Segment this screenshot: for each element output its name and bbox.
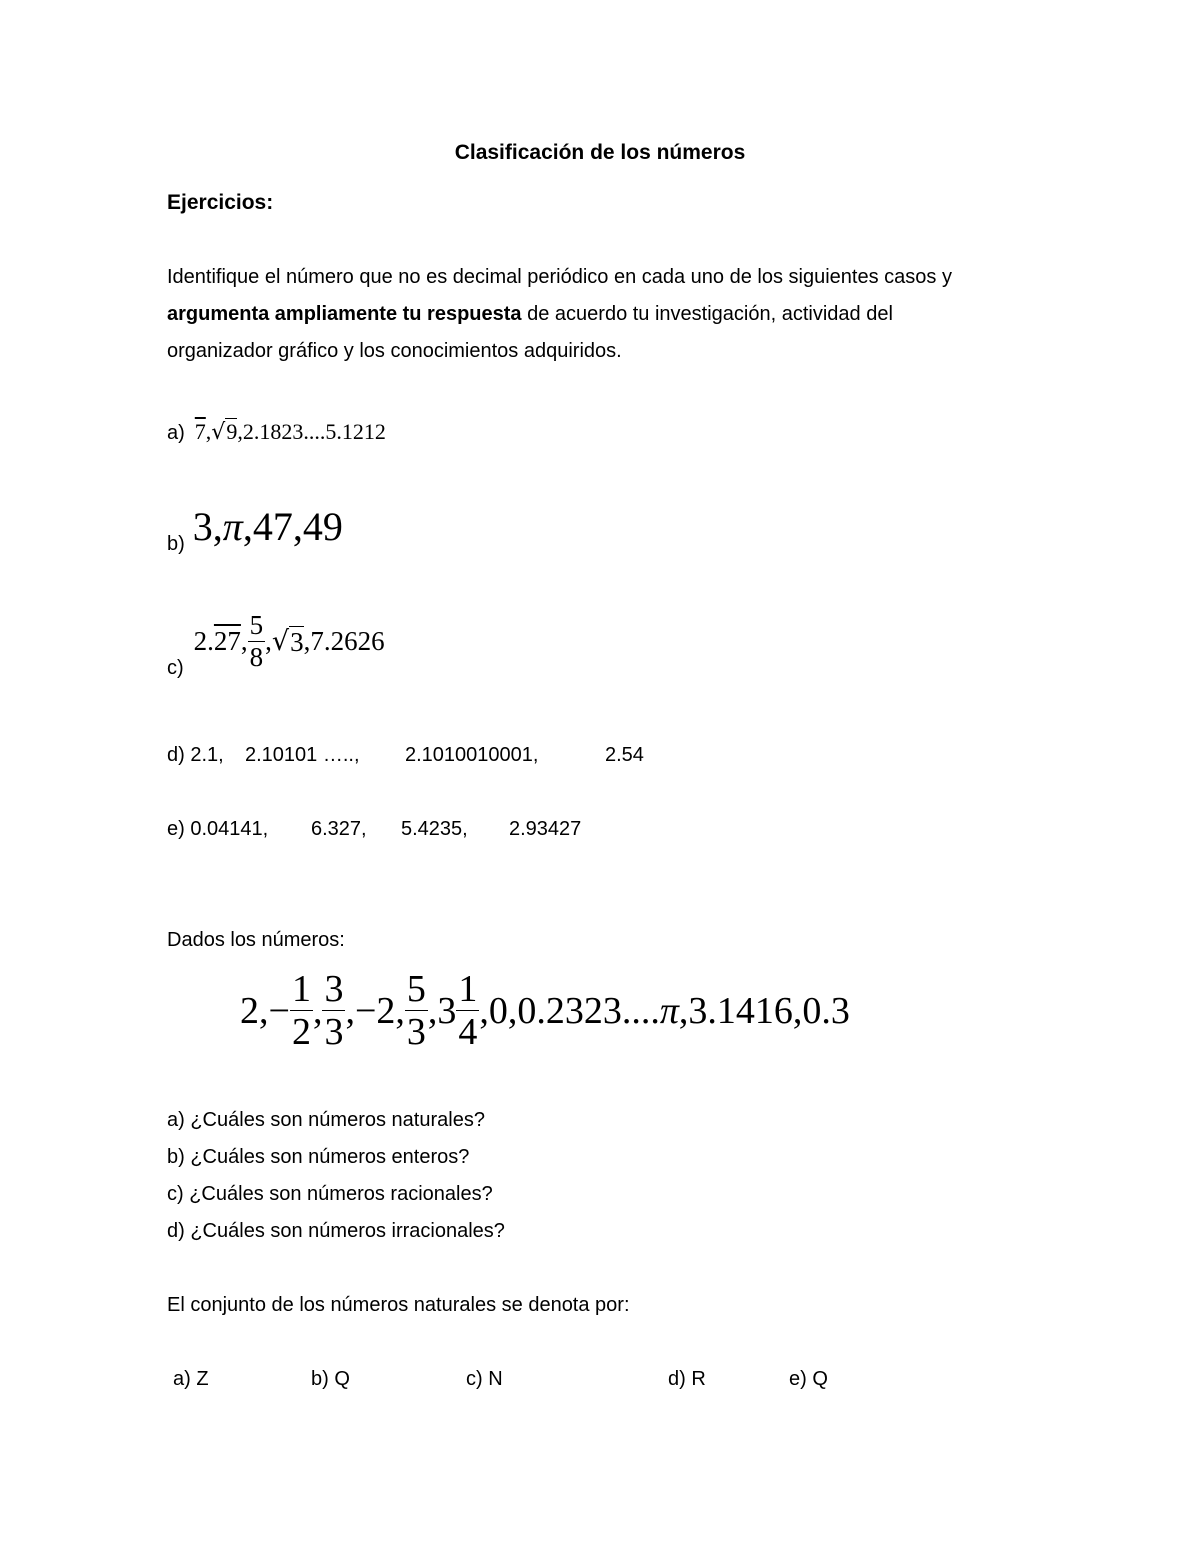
sqrt-icon: √: [271, 626, 290, 657]
exercise-b-label: b): [167, 533, 185, 555]
pi-symbol: π: [222, 504, 243, 549]
fraction-denominator: 4: [458, 1011, 478, 1053]
answer-option-b: b) Q: [311, 1368, 350, 1390]
intro-line-3: organizador gráfico y los conocimientos adquiridos.: [167, 340, 622, 362]
intro-line-2: [167, 303, 893, 326]
fraction-denominator: 2: [291, 1011, 311, 1053]
question-item: a) ¿Cuáles son números naturales?: [167, 1109, 485, 1131]
exercise-a: [167, 419, 386, 445]
fraction-numerator: 1: [458, 968, 478, 1010]
exercise-a-expression: [195, 419, 386, 444]
given-term-1: 2,−: [240, 989, 290, 1032]
exercise-d-label: d) 2.1,: [167, 744, 224, 766]
exercise-a-value-1: 7: [194, 419, 206, 444]
given-fraction-1: [290, 970, 313, 1051]
fraction-denominator: 8: [249, 642, 264, 672]
given-fraction-3: [405, 970, 428, 1051]
exercise-c-expression: [194, 612, 385, 671]
exercise-e-value-3: 5.4235,: [401, 818, 468, 840]
fraction-numerator: 5: [406, 968, 426, 1010]
fraction-numerator: 3: [324, 968, 344, 1010]
fraction-denominator: 3: [324, 1011, 344, 1053]
exercise-b-expression: [193, 504, 343, 549]
final-question: El conjunto de los números naturales se denota por:: [167, 1294, 630, 1316]
exercise-e-label: e) 0.04141,: [167, 818, 269, 840]
exercise-d-value-2: 2.10101 …..,: [245, 744, 360, 766]
exercise-b-part-2: ,47,49: [242, 504, 343, 549]
answer-option-c: c) N: [466, 1368, 503, 1390]
exercise-c-sep-2: ,: [265, 626, 272, 656]
exercise-c-int: 2.: [193, 626, 214, 656]
fraction-numerator: 5: [249, 610, 264, 640]
answer-option-d: d) R: [668, 1368, 706, 1390]
exercise-c: [167, 610, 385, 679]
question-item: b) ¿Cuáles son números enteros?: [167, 1146, 470, 1168]
exercise-c-fraction: [248, 612, 266, 671]
fraction-denominator: 3: [406, 1011, 426, 1053]
given-term-2: ,: [312, 989, 323, 1032]
question-item: d) ¿Cuáles son números irracionales?: [167, 1220, 505, 1242]
exercise-d-value-3: 2.1010010001,: [405, 744, 539, 766]
pi-symbol: π: [659, 989, 679, 1032]
given-term-6: ,3.1416,0.3: [678, 989, 850, 1032]
given-term-3: ,−2,: [345, 989, 405, 1032]
exercise-c-rest: ,7.2626: [303, 626, 385, 656]
answer-option-e: e) Q: [789, 1368, 828, 1390]
sqrt-icon: √: [211, 420, 226, 445]
exercise-c-label: c): [167, 657, 184, 679]
intro-emphasis: argumenta ampliamente tu respuesta: [167, 303, 522, 325]
exercise-a-sep: ,: [205, 419, 212, 444]
answer-option-a: a) Z: [173, 1368, 209, 1390]
given-fraction-4: [456, 970, 479, 1051]
exercise-b: [167, 503, 343, 555]
exercise-c-radicand: 3: [290, 626, 304, 657]
given-fraction-2: [322, 970, 345, 1051]
section-heading: Ejercicios:: [167, 191, 274, 214]
given-term-4: ,3: [427, 989, 457, 1032]
page-title: Clasificación de los números: [454, 141, 746, 164]
given-term-5: ,0,0.2323....: [479, 989, 660, 1032]
exercise-e-value-2: 6.327,: [311, 818, 367, 840]
exercise-a-radicand: 9: [226, 419, 238, 444]
exercise-b-part-1: 3,: [192, 504, 223, 549]
intro-line-1: Identifique el número que no es decimal periódico en cada uno de los siguientes casos y: [167, 266, 952, 288]
fraction-numerator: 1: [291, 968, 311, 1010]
exercise-a-label: a): [167, 422, 185, 444]
exercise-c-sep: ,: [240, 626, 248, 656]
exercise-e-value-4: 2.93427: [509, 818, 582, 840]
given-label: Dados los números:: [167, 929, 345, 951]
intro-line-2-rest: de acuerdo tu investigación, actividad del: [521, 303, 893, 325]
given-numbers-expression: [240, 970, 850, 1051]
question-item: c) ¿Cuáles son números racionales?: [167, 1183, 493, 1205]
exercise-c-repeat: 27: [213, 626, 241, 656]
exercise-d-value-4: 2.54: [605, 744, 644, 766]
exercise-a-rest: ,2.1823....5.1212: [237, 419, 386, 444]
